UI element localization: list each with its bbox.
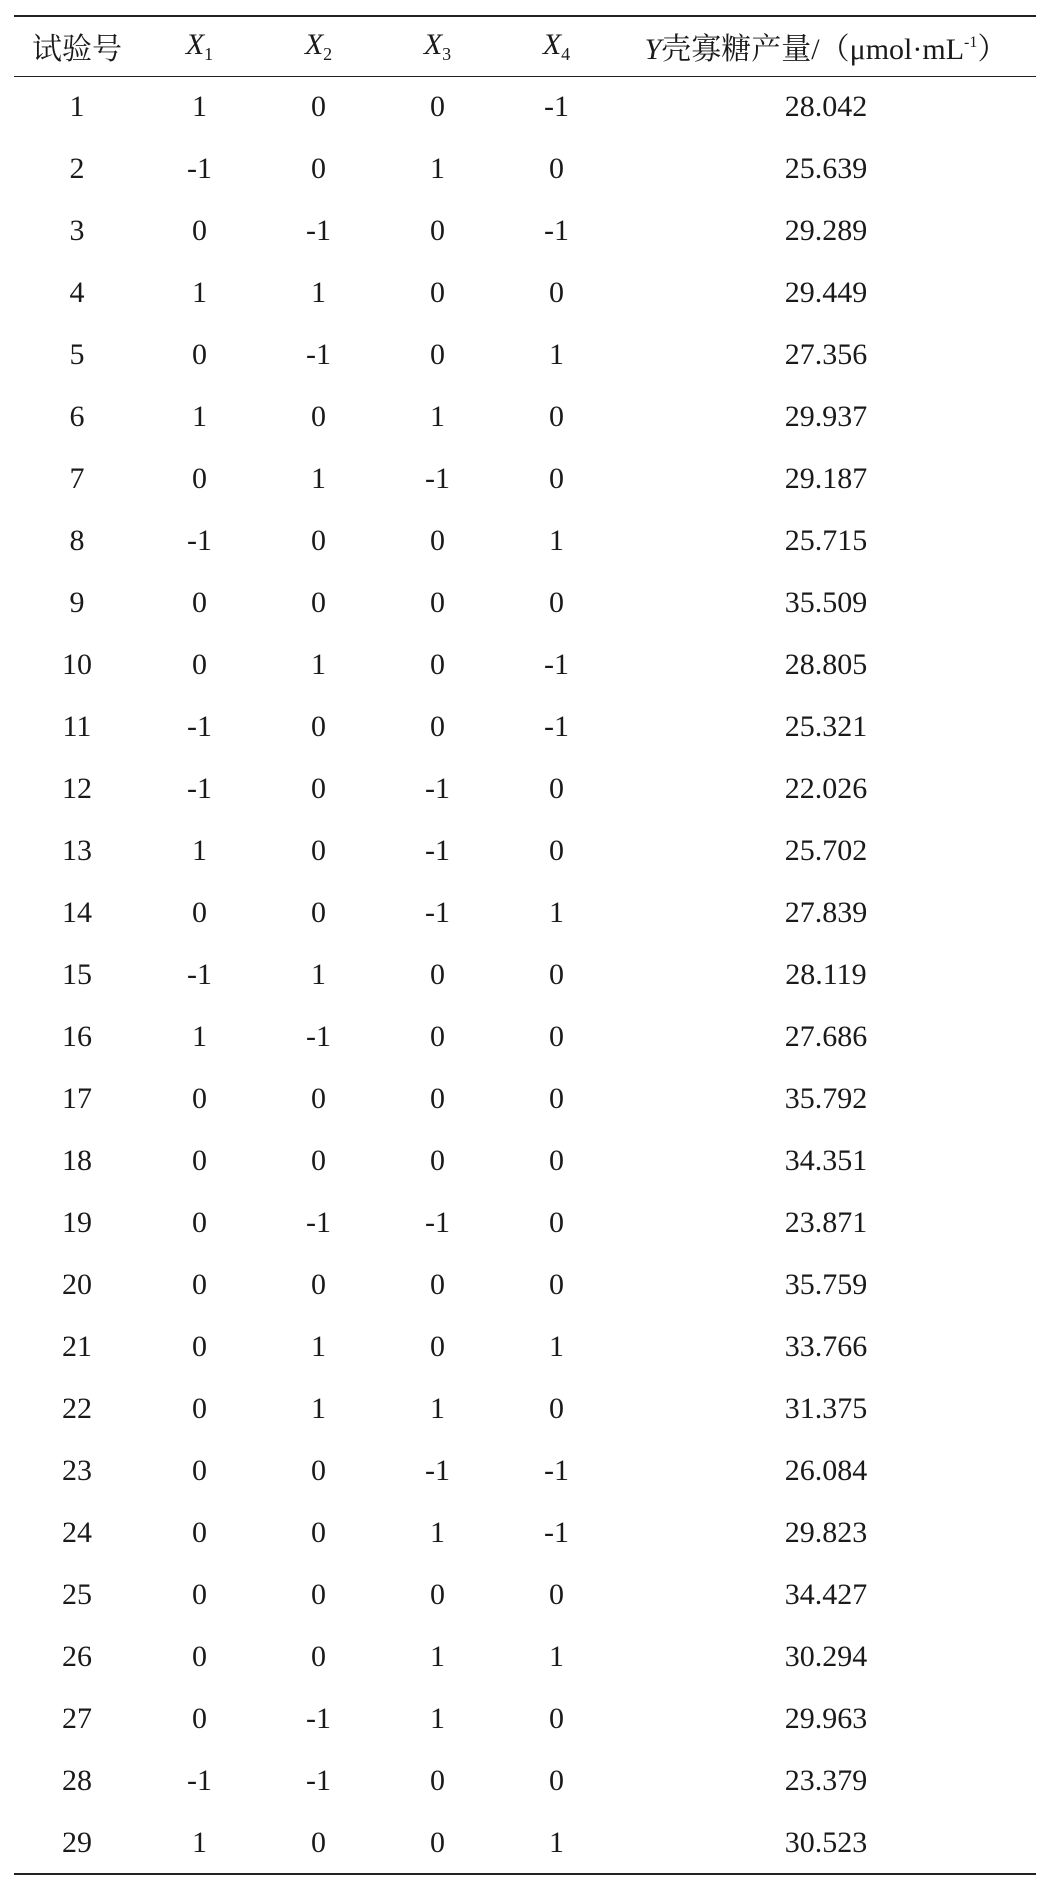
cell-y: 35.509 (784, 586, 868, 619)
cell-x4: -1 (544, 1516, 569, 1549)
cell-trial: 9 (69, 586, 85, 619)
cell-x2: 0 (311, 896, 326, 929)
cell-x1: 0 (192, 1702, 207, 1735)
cell-x3: 0 (378, 1812, 497, 1874)
cell-y: 22.026 (784, 772, 868, 805)
cell-x2: -1 (306, 214, 331, 247)
cell-y: 30.523 (616, 1812, 1036, 1874)
cell-x3: 0 (430, 958, 445, 991)
header-y-text: 壳寡糖产量/（μmol·mL (661, 33, 965, 67)
cell-trial: 2 (69, 152, 85, 185)
cell-x2: 1 (311, 1330, 326, 1363)
cell-trial: 4 (69, 276, 85, 309)
cell-y: 25.639 (784, 152, 868, 185)
cell-y: 23.379 (784, 1764, 868, 1797)
cell-trial: 19 (62, 1206, 92, 1239)
table-row (14, 882, 1036, 944)
cell-x2: 0 (311, 524, 326, 557)
table-row (14, 76, 1036, 138)
table-row (14, 944, 1036, 1006)
table-row (14, 1068, 1036, 1130)
cell-x3: 0 (430, 710, 445, 743)
cell-trial: 6 (69, 400, 85, 433)
cell-y: 25.702 (784, 834, 868, 867)
cell-x2: 0 (311, 1268, 326, 1301)
cell-trial: 29 (14, 1812, 140, 1874)
cell-x1: -1 (187, 1764, 212, 1797)
cell-x3: 0 (430, 524, 445, 557)
cell-x1: 0 (192, 1082, 207, 1115)
cell-x1: -1 (187, 524, 212, 557)
cell-x4: -1 (544, 214, 569, 247)
cell-x1: -1 (187, 772, 212, 805)
header-x2 (259, 16, 378, 76)
cell-x4: 1 (549, 1330, 564, 1363)
table-row (14, 386, 1036, 448)
cell-x3: 0 (430, 1330, 445, 1363)
cell-x4: 0 (549, 958, 564, 991)
cell-x2: 0 (311, 152, 326, 185)
cell-x2: 0 (311, 772, 326, 805)
cell-trial: 14 (62, 896, 92, 929)
cell-x1: 0 (192, 462, 207, 495)
cell-x2: 0 (311, 90, 326, 124)
cell-x2: 1 (311, 462, 326, 495)
header-x2-var: X (304, 27, 324, 61)
table-row (14, 1750, 1036, 1812)
cell-x3: 1 (430, 152, 445, 185)
cell-trial: 10 (62, 648, 92, 681)
cell-x3: 0 (430, 1020, 445, 1053)
table-row (14, 1192, 1036, 1254)
cell-y: 29.823 (784, 1516, 868, 1549)
table-row (14, 1812, 1036, 1874)
cell-x3: 0 (430, 1082, 445, 1115)
cell-x1: 0 (192, 1144, 207, 1177)
cell-x2: -1 (306, 1206, 331, 1239)
cell-x1: 1 (192, 834, 207, 867)
cell-x4: 0 (549, 276, 564, 309)
cell-x4: 0 (549, 1578, 564, 1611)
cell-x4: 0 (549, 1764, 564, 1797)
cell-x3: 0 (430, 214, 445, 247)
cell-y: 29.187 (784, 462, 868, 495)
header-x1-sub: 1 (204, 43, 214, 64)
cell-x3: -1 (425, 1206, 450, 1239)
cell-trial: 23 (62, 1454, 92, 1487)
cell-x2: -1 (306, 338, 331, 371)
cell-x4: 0 (549, 1020, 564, 1053)
cell-x3: 0 (430, 1578, 445, 1611)
cell-x2: 0 (311, 710, 326, 743)
cell-y: 25.715 (784, 524, 868, 557)
cell-x2: 0 (311, 1578, 326, 1611)
cell-x2: 1 (311, 1392, 326, 1425)
cell-x3: 1 (430, 400, 445, 433)
table-row (14, 200, 1036, 262)
cell-x3: 1 (430, 1392, 445, 1425)
cell-trial: 7 (69, 462, 85, 495)
table-row (14, 510, 1036, 572)
cell-trial: 1 (69, 90, 85, 124)
cell-x3: 0 (430, 1144, 445, 1177)
cell-x1: 1 (192, 276, 207, 309)
cell-x1: 0 (192, 1268, 207, 1301)
cell-x4: -1 (544, 90, 569, 124)
cell-x3: 0 (430, 90, 445, 124)
cell-x4: 1 (549, 896, 564, 929)
cell-x1: 1 (192, 90, 207, 124)
cell-y: 25.321 (784, 710, 868, 743)
cell-x1: 0 (192, 1578, 207, 1611)
cell-x2: -1 (306, 1764, 331, 1797)
cell-x1: 0 (192, 1330, 207, 1363)
cell-trial: 15 (62, 958, 92, 991)
table-row (14, 696, 1036, 758)
table-row (14, 138, 1036, 200)
header-x2-sub: 2 (323, 43, 333, 64)
cell-trial: 28 (62, 1764, 92, 1797)
cell-x1: 1 (192, 400, 207, 433)
cell-x4: 1 (549, 338, 564, 371)
cell-x4: 0 (549, 1392, 564, 1425)
table-row (14, 448, 1036, 510)
table-row (14, 1502, 1036, 1564)
table-header (14, 16, 1036, 76)
cell-x2: 1 (311, 648, 326, 681)
cell-x4: 0 (549, 1082, 564, 1115)
table-body (14, 76, 1036, 1874)
cell-x3: -1 (425, 462, 450, 495)
table-row (14, 1378, 1036, 1440)
header-y-var: Y (644, 33, 662, 67)
cell-x1: 1 (192, 1020, 207, 1053)
cell-y: 28.119 (785, 958, 867, 991)
cell-y: 28.042 (784, 90, 868, 124)
table-row (14, 1006, 1036, 1068)
cell-x1: 0 (192, 1454, 207, 1487)
header-x4-var: X (542, 27, 562, 61)
cell-trial: 3 (69, 214, 85, 247)
table-row (14, 820, 1036, 882)
cell-x1: 0 (192, 1640, 207, 1673)
cell-trial: 11 (62, 710, 92, 743)
cell-x4: 0 (549, 152, 564, 185)
cell-y: 28.805 (784, 648, 868, 681)
cell-x3: -1 (425, 896, 450, 929)
cell-y: 27.686 (784, 1020, 868, 1053)
table-row (14, 758, 1036, 820)
table-row (14, 1626, 1036, 1688)
cell-y: 35.792 (784, 1082, 868, 1115)
table-row (14, 1440, 1036, 1502)
cell-x3: 1 (430, 1640, 445, 1673)
cell-x3: 0 (430, 338, 445, 371)
cell-y: 34.427 (784, 1578, 868, 1611)
header-trial (14, 16, 140, 76)
table-row (14, 634, 1036, 696)
cell-x4: 0 (549, 772, 564, 805)
header-y (616, 16, 1036, 76)
cell-x4: 0 (549, 1702, 564, 1735)
cell-x2: 0 (311, 834, 326, 867)
header-y-close: ） (977, 33, 1008, 67)
cell-x4: 0 (549, 462, 564, 495)
cell-x3: -1 (425, 834, 450, 867)
cell-x1: 0 (192, 1392, 207, 1425)
cell-y: 29.937 (784, 400, 868, 433)
cell-x4: 0 (549, 834, 564, 867)
cell-trial: 8 (69, 524, 85, 557)
cell-x2: 1 (311, 276, 326, 309)
header-x3-sub: 3 (442, 43, 452, 64)
cell-trial: 17 (62, 1082, 92, 1115)
cell-x1: 0 (192, 648, 207, 681)
cell-y: 34.351 (784, 1144, 868, 1177)
cell-y: 30.294 (784, 1640, 868, 1673)
cell-x4: -1 (544, 648, 569, 681)
cell-x1: 0 (192, 1206, 207, 1239)
cell-x1: 0 (192, 1516, 207, 1549)
header-x1-var: X (185, 27, 205, 61)
table-row (14, 324, 1036, 386)
cell-x2: 0 (311, 586, 326, 619)
cell-x3: -1 (425, 1454, 450, 1487)
header-trial-label: 试验号 (32, 33, 122, 67)
cell-x1: 1 (140, 1812, 259, 1874)
cell-x3: 0 (430, 1268, 445, 1301)
cell-y: 35.759 (784, 1268, 868, 1301)
cell-x1: 0 (192, 214, 207, 247)
header-x4-sub: 4 (561, 43, 571, 64)
cell-trial: 16 (62, 1020, 92, 1053)
cell-trial: 20 (62, 1268, 92, 1301)
cell-trial: 25 (62, 1578, 92, 1611)
cell-y: 29.289 (784, 214, 868, 247)
cell-y: 23.871 (784, 1206, 868, 1239)
cell-x2: 0 (311, 1640, 326, 1673)
table-row (14, 1316, 1036, 1378)
cell-trial: 24 (62, 1516, 92, 1549)
cell-x2: -1 (306, 1702, 331, 1735)
table-row (14, 1688, 1036, 1750)
cell-x2: 0 (311, 1082, 326, 1115)
cell-x3: 1 (430, 1516, 445, 1549)
cell-x4: 1 (497, 1812, 616, 1874)
cell-trial: 12 (62, 772, 92, 805)
cell-x3: 1 (430, 1702, 445, 1735)
cell-x1: -1 (187, 710, 212, 743)
cell-y: 31.375 (784, 1392, 868, 1425)
cell-x3: 0 (430, 586, 445, 619)
cell-x4: 1 (549, 524, 564, 557)
header-row (14, 16, 1036, 76)
cell-x1: -1 (187, 958, 212, 991)
cell-trial: 27 (62, 1702, 92, 1735)
cell-x4: -1 (544, 1454, 569, 1487)
table-row (14, 1564, 1036, 1626)
cell-x4: 0 (549, 586, 564, 619)
cell-x4: -1 (544, 710, 569, 743)
cell-x2: 0 (259, 1812, 378, 1874)
cell-x4: 0 (549, 1144, 564, 1177)
header-x3 (378, 16, 497, 76)
cell-x1: 0 (192, 338, 207, 371)
cell-x2: 0 (311, 1144, 326, 1177)
table-row (14, 1254, 1036, 1316)
design-table (14, 15, 1036, 1875)
cell-trial: 18 (62, 1144, 92, 1177)
cell-x4: 0 (549, 1268, 564, 1301)
cell-x2: 1 (311, 958, 326, 991)
table-row (14, 572, 1036, 634)
cell-x4: 0 (549, 400, 564, 433)
cell-x2: 0 (311, 400, 326, 433)
cell-y: 27.839 (784, 896, 868, 929)
design-table-container (14, 15, 1036, 1875)
cell-x2: 0 (311, 1516, 326, 1549)
table-row (14, 262, 1036, 324)
cell-trial: 5 (69, 338, 85, 371)
cell-x4: 1 (549, 1640, 564, 1673)
cell-y: 26.084 (784, 1454, 868, 1487)
cell-x1: 0 (192, 586, 207, 619)
cell-y: 29.449 (784, 276, 868, 309)
cell-x4: 0 (549, 1206, 564, 1239)
cell-x3: -1 (425, 772, 450, 805)
header-x3-var: X (423, 27, 443, 61)
cell-x3: 0 (430, 648, 445, 681)
table-row (14, 1130, 1036, 1192)
header-x1 (140, 16, 259, 76)
cell-y: 29.963 (784, 1702, 868, 1735)
cell-y: 27.356 (784, 338, 868, 371)
cell-y: 33.766 (784, 1330, 868, 1363)
cell-trial: 22 (62, 1392, 92, 1425)
cell-trial: 21 (62, 1330, 92, 1363)
cell-x1: 0 (192, 896, 207, 929)
cell-x3: 0 (430, 276, 445, 309)
cell-x3: 0 (430, 1764, 445, 1797)
header-y-sup: -1 (964, 34, 978, 52)
cell-trial: 13 (62, 834, 92, 867)
cell-trial: 26 (62, 1640, 92, 1673)
cell-x2: -1 (306, 1020, 331, 1053)
cell-x2: 0 (311, 1454, 326, 1487)
header-x4 (497, 16, 616, 76)
cell-x1: -1 (187, 152, 212, 185)
